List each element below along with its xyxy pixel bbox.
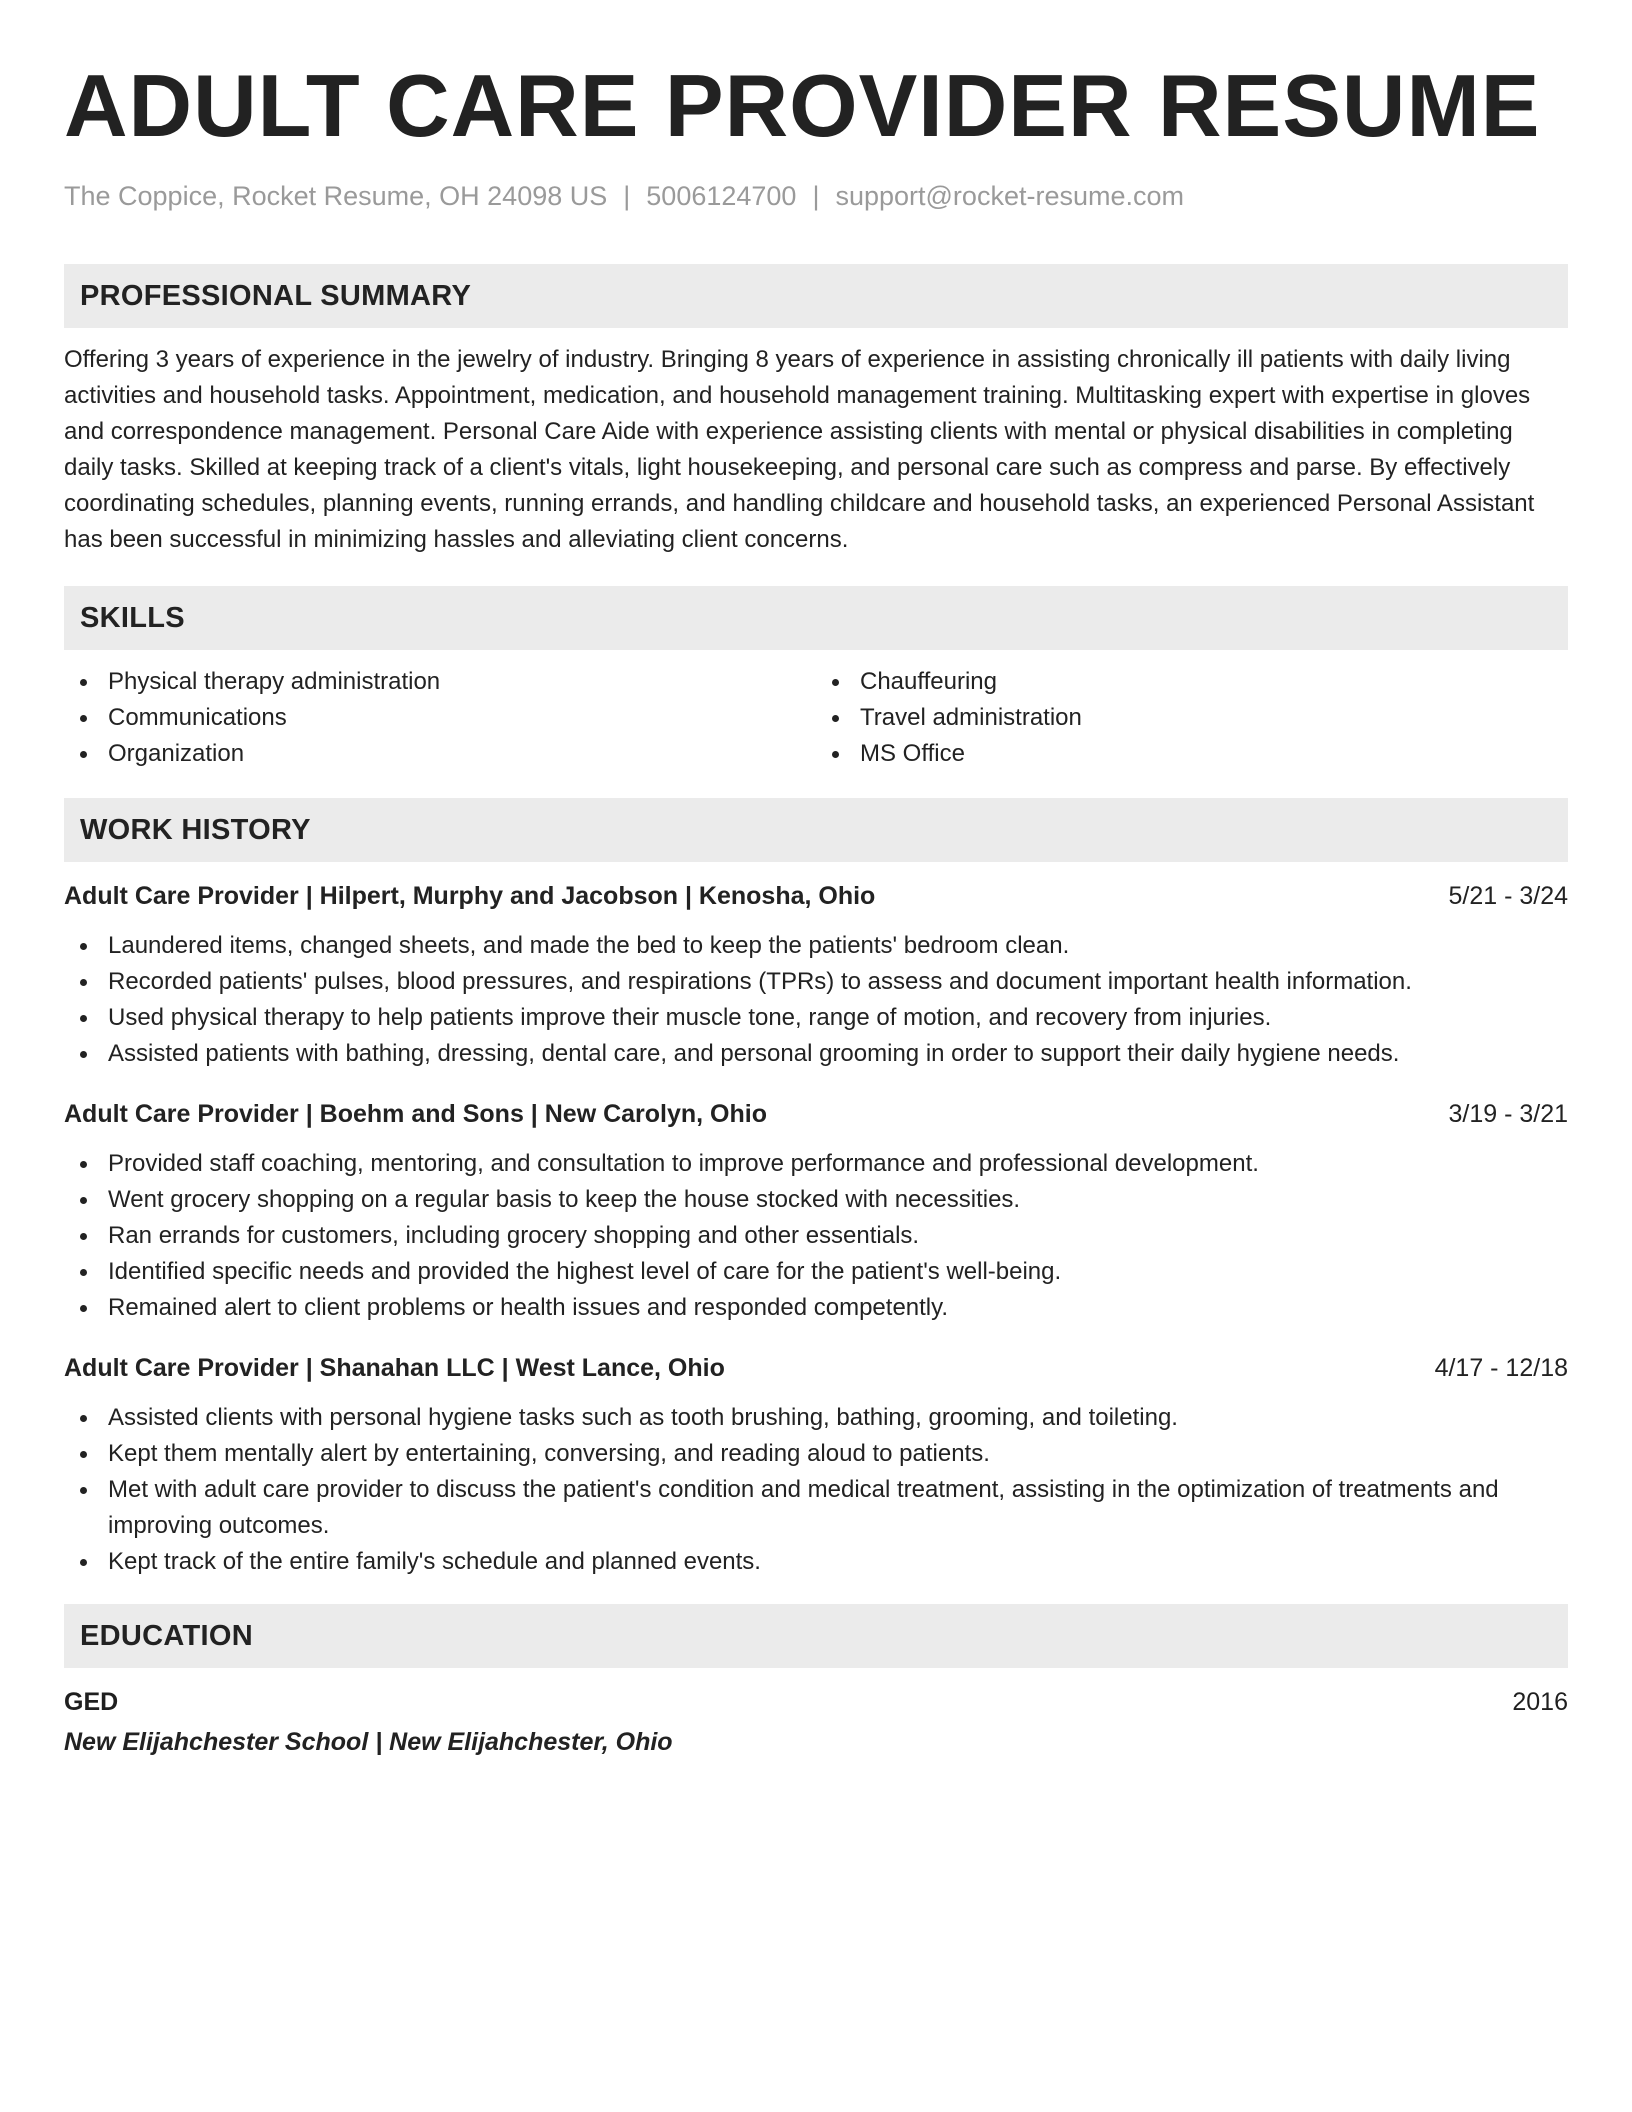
job-bullet: Laundered items, changed sheets, and made the bed to keep the patients' bedroom clean.: [64, 928, 1568, 964]
job-title: Adult Care Provider | Hilpert, Murphy and Jacobson | Kenosha, Ohio: [64, 882, 876, 910]
contact-phone: 5006124700: [646, 181, 797, 211]
job-entry: [64, 878, 1568, 1072]
job-bullet: Used physical therapy to help patients improve their muscle tone, range of motion, and recovery from injuries.: [64, 1000, 1568, 1036]
job-dates: 3/19 - 3/21: [1448, 1100, 1568, 1128]
education-year: 2016: [1512, 1688, 1568, 1716]
skill-item: Communications: [64, 700, 816, 736]
job-bullets: [64, 1146, 1568, 1326]
job-bullet: Assisted clients with personal hygiene tasks such as tooth brushing, bathing, grooming, and toileting.: [64, 1400, 1568, 1436]
job-dates: 5/21 - 3/24: [1448, 882, 1568, 910]
education-degree: GED: [64, 1688, 119, 1716]
skill-item: Travel administration: [816, 700, 1568, 736]
job-title: Adult Care Provider | Shanahan LLC | West Lance, Ohio: [64, 1354, 725, 1382]
job-bullets: [64, 1400, 1568, 1580]
job-header: [64, 1350, 1568, 1386]
job-bullet: Met with adult care provider to discuss the patient's condition and medical treatment, assisting in the optimization of treatments and improving outcomes.: [64, 1472, 1568, 1544]
job-bullet: Went grocery shopping on a regular basis to keep the house stocked with necessities.: [64, 1182, 1568, 1218]
contact-separator: |: [812, 181, 820, 211]
resume-title: ADULT CARE PROVIDER RESUME: [64, 56, 1541, 155]
skills-grid: [64, 664, 1568, 772]
job-title: Adult Care Provider | Boehm and Sons | New Carolyn, Ohio: [64, 1100, 767, 1128]
skill-item: Organization: [64, 736, 816, 772]
job-header: [64, 1096, 1568, 1132]
job-entry: [64, 1096, 1568, 1326]
education-header: [64, 1684, 1568, 1720]
job-dates: 4/17 - 12/18: [1434, 1354, 1568, 1382]
job-bullet: Provided staff coaching, mentoring, and consultation to improve performance and professional development.: [64, 1146, 1568, 1182]
job-bullet: Kept track of the entire family's schedule and planned events.: [64, 1544, 1568, 1580]
education-entry: [64, 1684, 1568, 1760]
contact-address: The Coppice, Rocket Resume, OH 24098 US: [64, 181, 608, 211]
job-bullet: Remained alert to client problems or health issues and responded competently.: [64, 1290, 1568, 1326]
job-bullet: Ran errands for customers, including grocery shopping and other essentials.: [64, 1218, 1568, 1254]
job-bullets: [64, 928, 1568, 1072]
job-bullet: Recorded patients' pulses, blood pressures, and respirations (TPRs) to assess and document important health information.: [64, 964, 1568, 1000]
section-header-education: EDUCATION: [64, 1604, 1568, 1668]
skills-list-left: [64, 664, 816, 772]
skills-list-right: [816, 664, 1568, 772]
job-entry: [64, 1350, 1568, 1580]
section-header-skills: SKILLS: [64, 586, 1568, 650]
contact-line: [64, 178, 1568, 214]
job-bullet: Assisted patients with bathing, dressing, dental care, and personal grooming in order to support their daily hygiene needs.: [64, 1036, 1568, 1072]
skill-item: MS Office: [816, 736, 1568, 772]
job-bullet: Identified specific needs and provided the highest level of care for the patient's well-being.: [64, 1254, 1568, 1290]
skill-item: Chauffeuring: [816, 664, 1568, 700]
contact-email: support@rocket-resume.com: [835, 181, 1184, 211]
job-header: [64, 878, 1568, 914]
section-header-summary: PROFESSIONAL SUMMARY: [64, 264, 1568, 328]
skill-item: Physical therapy administration: [64, 664, 816, 700]
section-header-work-history: WORK HISTORY: [64, 798, 1568, 862]
education-school: New Elijahchester School | New Elijahchester, Ohio: [64, 1728, 673, 1756]
contact-separator: |: [623, 181, 631, 211]
summary-text: Offering 3 years of experience in the jewelry of industry. Bringing 8 years of experience in assisting chronically ill patients with daily living activities and household tasks. Appointment, medication, and household management training. Multitasking expert with expertise in gloves and correspondence management. Personal Care Aide with experience assisting clients with mental or physical disabilities in completing daily tasks. Skilled at keeping track of a client's vitals, light housekeeping, and personal care such as compress and parse. By effectively coordinating schedules, planning events, running errands, and handling childcare and household tasks, an experienced Personal Assistant has been successful in minimizing hassles and alleviating client concerns.: [64, 346, 1535, 553]
job-bullet: Kept them mentally alert by entertaining, conversing, and reading aloud to patients.: [64, 1436, 1568, 1472]
